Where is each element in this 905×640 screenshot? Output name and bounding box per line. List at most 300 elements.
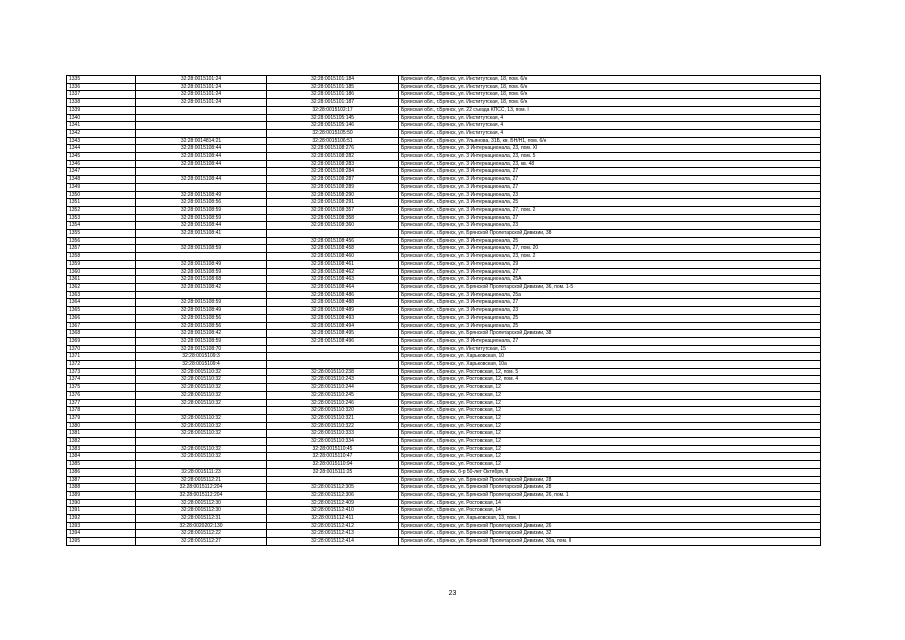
- row-number-cell: 1365: [67, 307, 136, 315]
- object-cadastral-number-cell: [267, 230, 399, 238]
- row-number-cell: 1389: [67, 491, 136, 499]
- object-cadastral-number-cell: 32:28:0015108:462: [267, 268, 399, 276]
- land-plot-cadastral-number-cell: 32:28:0015108:42: [136, 283, 267, 291]
- address-cell: Брянская обл., г.Брянск, ул. 3 Интернационала, 25: [399, 322, 821, 330]
- address-cell: Брянская обл., г.Брянск, ул. Ростовская, 12: [399, 399, 821, 407]
- address-cell: Брянская обл., г.Брянск, ул. Ростовская, 12: [399, 461, 821, 469]
- table-row: [67, 145, 821, 153]
- object-cadastral-number-cell: 32:28:0015110:321: [267, 414, 399, 422]
- land-plot-cadastral-number-cell: 32:28:0015108:41: [136, 230, 267, 238]
- address-cell: Брянская обл., г.Брянск, ул. Харьковская, 10а: [399, 361, 821, 369]
- row-number-cell: 1363: [67, 291, 136, 299]
- land-plot-cadastral-number-cell: 32:28:0015110:32: [136, 384, 267, 392]
- land-plot-cadastral-number-cell: 32:28:0015110:32: [136, 376, 267, 384]
- land-plot-cadastral-number-cell: [136, 114, 267, 122]
- object-cadastral-number-cell: 32:28:0015102:17: [267, 106, 399, 114]
- land-plot-cadastral-number-cell: [136, 253, 267, 261]
- address-cell: Брянская обл., г.Брянск, ул. Ростовская, 14: [399, 507, 821, 515]
- land-plot-cadastral-number-cell: [136, 237, 267, 245]
- table-row: [67, 384, 821, 392]
- object-cadastral-number-cell: [267, 476, 399, 484]
- row-number-cell: 1388: [67, 484, 136, 492]
- row-number-cell: 1361: [67, 276, 136, 284]
- table-row: [67, 507, 821, 515]
- address-cell: Брянская обл., г.Брянск, ул. 3 Интернационала, 25: [399, 237, 821, 245]
- row-number-cell: 1373: [67, 368, 136, 376]
- object-cadastral-number-cell: 32:28:0015110:45: [267, 445, 399, 453]
- land-plot-cadastral-number-cell: [136, 461, 267, 469]
- table-row: [67, 461, 821, 469]
- land-plot-cadastral-number-cell: 32:28:0015108:59: [136, 337, 267, 345]
- object-cadastral-number-cell: 32:28:0015108:287: [267, 176, 399, 184]
- land-plot-cadastral-number-cell: 32:28:0015112:27: [136, 538, 267, 546]
- address-cell: Брянская обл., г.Брянск, ул. Брянской Пролетарской Дивизии, 38: [399, 230, 821, 238]
- land-plot-cadastral-number-cell: 32:28:0015112:21: [136, 476, 267, 484]
- object-cadastral-number-cell: 32:28:0015105:50: [267, 129, 399, 137]
- table-row: [67, 283, 821, 291]
- address-cell: Брянская обл., г.Брянск, ул. 3 Интернационала, 27: [399, 268, 821, 276]
- address-cell: Брянская обл., г.Брянск, ул. 3 Интернационала, 27: [399, 176, 821, 184]
- table-row: [67, 330, 821, 338]
- land-plot-cadastral-number-cell: 32:28:0015108:49: [136, 307, 267, 315]
- object-cadastral-number-cell: 32:28:0015112:414: [267, 538, 399, 546]
- row-number-cell: 1374: [67, 376, 136, 384]
- table-row: [67, 538, 821, 546]
- land-plot-cadastral-number-cell: [136, 438, 267, 446]
- object-cadastral-number-cell: 32:28:0015108:486: [267, 291, 399, 299]
- land-plot-cadastral-number-cell: [136, 168, 267, 176]
- row-number-cell: 1380: [67, 422, 136, 430]
- document-page: [66, 75, 821, 546]
- object-cadastral-number-cell: 32:28:0015112:410: [267, 507, 399, 515]
- table-row: [67, 438, 821, 446]
- row-number-cell: 1358: [67, 253, 136, 261]
- row-number-cell: 1364: [67, 299, 136, 307]
- address-cell: Брянская обл., г.Брянск, ул. Брянской Пролетарской Дивизии, 36, пом. 1-5: [399, 283, 821, 291]
- row-number-cell: 1379: [67, 414, 136, 422]
- page-number: 23: [448, 590, 457, 597]
- row-number-cell: 1386: [67, 468, 136, 476]
- table-row: [67, 407, 821, 415]
- land-plot-cadastral-number-cell: 32:28:0015108:44: [136, 160, 267, 168]
- row-number-cell: 1371: [67, 353, 136, 361]
- row-number-cell: 1360: [67, 268, 136, 276]
- row-number-cell: 1395: [67, 538, 136, 546]
- land-plot-cadastral-number-cell: 32:28:0015108:70: [136, 345, 267, 353]
- address-cell: Брянская обл., г.Брянск, ул. Ростовская, 12: [399, 384, 821, 392]
- table-row: [67, 361, 821, 369]
- table-row: [67, 299, 821, 307]
- address-cell: Брянская обл., г.Брянск, б-р 50-лет Октября, 8: [399, 468, 821, 476]
- table-row: [67, 114, 821, 122]
- address-cell: Брянская обл., г.Брянск, ул. Ростовская, 12: [399, 414, 821, 422]
- land-plot-cadastral-number-cell: 32:28:0015108:59: [136, 299, 267, 307]
- table-row: [67, 129, 821, 137]
- row-number-cell: 1362: [67, 283, 136, 291]
- table-row: [67, 214, 821, 222]
- address-cell: Брянская обл., г.Брянск, ул. 3 Интернационала, 27: [399, 337, 821, 345]
- land-plot-cadastral-number-cell: 32:28:0015108:56: [136, 322, 267, 330]
- object-cadastral-number-cell: 32:28:0015108:276: [267, 145, 399, 153]
- row-number-cell: 1383: [67, 445, 136, 453]
- row-number-cell: 1366: [67, 314, 136, 322]
- object-cadastral-number-cell: 32:28:0015112:412: [267, 522, 399, 530]
- object-cadastral-number-cell: 32:28:0015108:488: [267, 299, 399, 307]
- object-cadastral-number-cell: 32:28:0015108:358: [267, 214, 399, 222]
- object-cadastral-number-cell: 32:28:0015105:146: [267, 122, 399, 130]
- land-plot-cadastral-number-cell: 32:28:0015108:56: [136, 314, 267, 322]
- address-cell: Брянская обл., г.Брянск, ул. 3 Интернационала, 23, пом. XI: [399, 145, 821, 153]
- land-plot-cadastral-number-cell: 32:28:0014814:21: [136, 137, 267, 145]
- registry-table: [66, 75, 821, 546]
- address-cell: Брянская обл., г.Брянск, ул. Институтская, 18, пом. 6/н: [399, 83, 821, 91]
- land-plot-cadastral-number-cell: 32:28:0015111:23: [136, 468, 267, 476]
- land-plot-cadastral-number-cell: 32:28:0015108:49: [136, 191, 267, 199]
- object-cadastral-number-cell: 32:28:0015112:413: [267, 530, 399, 538]
- row-number-cell: 1354: [67, 222, 136, 230]
- land-plot-cadastral-number-cell: 32:28:0015108:68: [136, 276, 267, 284]
- row-number-cell: 1372: [67, 361, 136, 369]
- object-cadastral-number-cell: 32:28:0015112:306: [267, 491, 399, 499]
- table-row: [67, 337, 821, 345]
- land-plot-cadastral-number-cell: 32:28:0015101:24: [136, 99, 267, 107]
- address-cell: Брянская обл., г.Брянск, ул. Ростовская, 12: [399, 430, 821, 438]
- address-cell: Брянская обл., г.Брянск, ул. Институтская, 4: [399, 129, 821, 137]
- object-cadastral-number-cell: 32:28:0015110:334: [267, 438, 399, 446]
- object-cadastral-number-cell: 32:28:0015110:322: [267, 422, 399, 430]
- address-cell: Брянская обл., г.Брянск, ул. Брянской Пролетарской Дивизии, 26, пом. 1: [399, 491, 821, 499]
- row-number-cell: 1344: [67, 145, 136, 153]
- object-cadastral-number-cell: 32:28:0015101:184: [267, 76, 399, 84]
- land-plot-cadastral-number-cell: 32:28:0015108:59: [136, 268, 267, 276]
- address-cell: Брянская обл., г.Брянск, ул. Институтская, 18, пом. 6/н: [399, 91, 821, 99]
- land-plot-cadastral-number-cell: 32:28:0015112:30: [136, 499, 267, 507]
- object-cadastral-number-cell: 32:28:0015108:463: [267, 276, 399, 284]
- address-cell: Брянская обл., г.Брянск, ул. 3 Интернационала, 23: [399, 191, 821, 199]
- row-number-cell: 1346: [67, 160, 136, 168]
- object-cadastral-number-cell: 32:28:0015108:283: [267, 160, 399, 168]
- row-number-cell: 1350: [67, 191, 136, 199]
- address-cell: Брянская обл., г.Брянск, ул. 3 Интернационала, 23, пом. 2: [399, 253, 821, 261]
- row-number-cell: 1342: [67, 129, 136, 137]
- table-row: [67, 191, 821, 199]
- object-cadastral-number-cell: 32:28:0015110:238: [267, 368, 399, 376]
- address-cell: Брянская обл., г.Брянск, ул. Брянской Пролетарской Дивизии, 30а, пом. II: [399, 538, 821, 546]
- object-cadastral-number-cell: 32:28:0015108:291: [267, 199, 399, 207]
- row-number-cell: 1340: [67, 114, 136, 122]
- table-row: [67, 445, 821, 453]
- table-row: [67, 260, 821, 268]
- address-cell: Брянская обл., г.Брянск, ул. Институтская, 4: [399, 122, 821, 130]
- row-number-cell: 1375: [67, 384, 136, 392]
- table-row: [67, 307, 821, 315]
- land-plot-cadastral-number-cell: 32:28:0015110:32: [136, 414, 267, 422]
- land-plot-cadastral-number-cell: 32:28:0015112:204: [136, 484, 267, 492]
- object-cadastral-number-cell: 32:28:0015110:47: [267, 453, 399, 461]
- row-number-cell: 1370: [67, 345, 136, 353]
- object-cadastral-number-cell: 32:28:0015108:357: [267, 206, 399, 214]
- land-plot-cadastral-number-cell: 32:28:0015112:30: [136, 507, 267, 515]
- row-number-cell: 1351: [67, 199, 136, 207]
- table-row: [67, 245, 821, 253]
- address-cell: Брянская обл., г.Брянск, ул. Ростовская, 14: [399, 499, 821, 507]
- address-cell: Брянская обл., г.Брянск, ул. 3 Интернационала, 25: [399, 199, 821, 207]
- table-row: [67, 91, 821, 99]
- land-plot-cadastral-number-cell: 32:28:0015101:24: [136, 83, 267, 91]
- row-number-cell: 1382: [67, 438, 136, 446]
- row-number-cell: 1353: [67, 214, 136, 222]
- address-cell: Брянская обл., г.Брянск, ул. 3 Интернационала, 23: [399, 307, 821, 315]
- table-row: [67, 199, 821, 207]
- address-cell: Брянская обл., г.Брянск, ул. 3 Интернационала, 25А: [399, 276, 821, 284]
- table-row: [67, 422, 821, 430]
- address-cell: Брянская обл., г.Брянск, ул. Ростовская, 12: [399, 391, 821, 399]
- land-plot-cadastral-number-cell: 32:28:0015108:59: [136, 206, 267, 214]
- table-row: [67, 476, 821, 484]
- object-cadastral-number-cell: 32:28:0015101:186: [267, 91, 399, 99]
- land-plot-cadastral-number-cell: [136, 291, 267, 299]
- address-cell: Брянская обл., г.Брянск, ул. Брянской Пролетарской Дивизии, 28: [399, 476, 821, 484]
- land-plot-cadastral-number-cell: 32:28:0015110:32: [136, 391, 267, 399]
- row-number-cell: 1349: [67, 183, 136, 191]
- table-row: [67, 484, 821, 492]
- address-cell: Брянская обл., г.Брянск, ул. Ростовская, 12: [399, 407, 821, 415]
- address-cell: Брянская обл., г.Брянск, ул. Ростовская, 12: [399, 453, 821, 461]
- object-cadastral-number-cell: 32:28:0015110:246: [267, 399, 399, 407]
- table-row: [67, 414, 821, 422]
- land-plot-cadastral-number-cell: 32:28:0015101:24: [136, 76, 267, 84]
- table-row: [67, 176, 821, 184]
- table-row: [67, 276, 821, 284]
- address-cell: Брянская обл., г.Брянск, ул. Ульянова, 31Б, кв. БН/Н1, пом. 6/н: [399, 137, 821, 145]
- land-plot-cadastral-number-cell: 32:28:0015108:44: [136, 145, 267, 153]
- object-cadastral-number-cell: 32:28:0015108:456: [267, 237, 399, 245]
- row-number-cell: 1368: [67, 330, 136, 338]
- land-plot-cadastral-number-cell: 32:28:0015108:44: [136, 222, 267, 230]
- object-cadastral-number-cell: [267, 361, 399, 369]
- object-cadastral-number-cell: 32:28:0015106:51: [267, 137, 399, 145]
- address-cell: Брянская обл., г.Брянск, ул. 3 Интернационала, 25а: [399, 291, 821, 299]
- address-cell: Брянская обл., г.Брянск, ул. Институтская, 18, пом. 6/н: [399, 76, 821, 84]
- object-cadastral-number-cell: 32:28:0015108:496: [267, 337, 399, 345]
- object-cadastral-number-cell: 32:28:0015108:494: [267, 322, 399, 330]
- table-row: [67, 345, 821, 353]
- table-row: [67, 322, 821, 330]
- object-cadastral-number-cell: 32:28:0015110:245: [267, 391, 399, 399]
- address-cell: Брянская обл., г.Брянск, ул. Харьковская, 13, пом. I: [399, 515, 821, 523]
- row-number-cell: 1387: [67, 476, 136, 484]
- land-plot-cadastral-number-cell: 32:28:0015108:59: [136, 214, 267, 222]
- land-plot-cadastral-number-cell: [136, 407, 267, 415]
- table-row: [67, 453, 821, 461]
- table-row: [67, 399, 821, 407]
- row-number-cell: 1392: [67, 515, 136, 523]
- table-row: [67, 376, 821, 384]
- land-plot-cadastral-number-cell: 32:28:0015110:32: [136, 399, 267, 407]
- land-plot-cadastral-number-cell: 32:28:0015110:32: [136, 368, 267, 376]
- address-cell: Брянская обл., г.Брянск, ул. Ростовская, 12, пом. 4: [399, 376, 821, 384]
- land-plot-cadastral-number-cell: 32:28:0015112:22: [136, 530, 267, 538]
- row-number-cell: 1343: [67, 137, 136, 145]
- row-number-cell: 1393: [67, 522, 136, 530]
- land-plot-cadastral-number-cell: 32:28:0020202:130: [136, 522, 267, 530]
- address-cell: Брянская обл., г.Брянск, ул. 3 Интернационала, 27, пом. 2: [399, 206, 821, 214]
- address-cell: Брянская обл., г.Брянск, ул. 3 Интернационала, 27: [399, 183, 821, 191]
- land-plot-cadastral-number-cell: [136, 183, 267, 191]
- land-plot-cadastral-number-cell: 32:28:0015110:32: [136, 445, 267, 453]
- table-row: [67, 391, 821, 399]
- land-plot-cadastral-number-cell: 32:28:0015109:3: [136, 353, 267, 361]
- object-cadastral-number-cell: 32:28:0015108:495: [267, 330, 399, 338]
- address-cell: Брянская обл., г.Брянск, ул. Ростовская, 12: [399, 422, 821, 430]
- object-cadastral-number-cell: 32:28:0015108:489: [267, 307, 399, 315]
- table-row: [67, 160, 821, 168]
- object-cadastral-number-cell: 32:28:0015101:185: [267, 83, 399, 91]
- object-cadastral-number-cell: 32:28:0015110:333: [267, 430, 399, 438]
- address-cell: Брянская обл., г.Брянск, ул. 3 Интернационала, 27, пом. 20: [399, 245, 821, 253]
- row-number-cell: 1356: [67, 237, 136, 245]
- object-cadastral-number-cell: 32:28:0015110:244: [267, 384, 399, 392]
- table-row: [67, 222, 821, 230]
- object-cadastral-number-cell: 32:28:0015108:282: [267, 153, 399, 161]
- row-number-cell: 1391: [67, 507, 136, 515]
- row-number-cell: 1348: [67, 176, 136, 184]
- table-row: [67, 206, 821, 214]
- address-cell: Брянская обл., г.Брянск, ул. 3 Интернационала, 27: [399, 299, 821, 307]
- object-cadastral-number-cell: 32:28:0015108:360: [267, 222, 399, 230]
- address-cell: Брянская обл., г.Брянск, ул. Ростовская, 12: [399, 445, 821, 453]
- object-cadastral-number-cell: 32:28:0015108:458: [267, 245, 399, 253]
- object-cadastral-number-cell: 32:28:0015108:493: [267, 314, 399, 322]
- land-plot-cadastral-number-cell: 32:28:0015108:49: [136, 260, 267, 268]
- table-row: [67, 106, 821, 114]
- table-row: [67, 468, 821, 476]
- address-cell: Брянская обл., г.Брянск, ул. Брянской Пролетарской Дивизии, 28: [399, 484, 821, 492]
- address-cell: Брянская обл., г.Брянск, ул. Брянской Пролетарской Дивизии, 38: [399, 330, 821, 338]
- land-plot-cadastral-number-cell: 32:28:0015108:42: [136, 330, 267, 338]
- row-number-cell: 1345: [67, 153, 136, 161]
- table-row: [67, 353, 821, 361]
- land-plot-cadastral-number-cell: 32:28:0015112:31: [136, 515, 267, 523]
- land-plot-cadastral-number-cell: 32:28:0015108:59: [136, 245, 267, 253]
- row-number-cell: 1359: [67, 260, 136, 268]
- row-number-cell: 1347: [67, 168, 136, 176]
- object-cadastral-number-cell: 32:28:0015108:289: [267, 183, 399, 191]
- table-row: [67, 491, 821, 499]
- object-cadastral-number-cell: 32:28:0015110:243: [267, 376, 399, 384]
- row-number-cell: 1367: [67, 322, 136, 330]
- object-cadastral-number-cell: 32:28:0015108:461: [267, 260, 399, 268]
- table-body: [67, 76, 821, 546]
- land-plot-cadastral-number-cell: 32:28:0015110:32: [136, 422, 267, 430]
- land-plot-cadastral-number-cell: 32:28:0015108:44: [136, 176, 267, 184]
- object-cadastral-number-cell: 32:28:0015105:145: [267, 114, 399, 122]
- address-cell: Брянская обл., г.Брянск, ул. Институтская, 15: [399, 345, 821, 353]
- land-plot-cadastral-number-cell: 32:28:0015101:24: [136, 91, 267, 99]
- address-cell: Брянская обл., г.Брянск, ул. 3 Интернационала, 27: [399, 168, 821, 176]
- object-cadastral-number-cell: 32:28:0015112:305: [267, 484, 399, 492]
- object-cadastral-number-cell: 32:28:0015108:290: [267, 191, 399, 199]
- row-number-cell: 1381: [67, 430, 136, 438]
- address-cell: Брянская обл., г.Брянск, ул. 3 Интернационала, 23: [399, 222, 821, 230]
- row-number-cell: 1384: [67, 453, 136, 461]
- land-plot-cadastral-number-cell: [136, 122, 267, 130]
- address-cell: Брянская обл., г.Брянск, ул. Институтская, 18, пом. 6/н: [399, 99, 821, 107]
- object-cadastral-number-cell: 32:28:0015101:187: [267, 99, 399, 107]
- object-cadastral-number-cell: 32:28:0015112:409: [267, 499, 399, 507]
- row-number-cell: 1339: [67, 106, 136, 114]
- land-plot-cadastral-number-cell: 32:28:0015108:44: [136, 153, 267, 161]
- row-number-cell: 1385: [67, 461, 136, 469]
- address-cell: Брянская обл., г.Брянск, ул. 22 съезда КПСС, 13, пом. I: [399, 106, 821, 114]
- table-row: [67, 522, 821, 530]
- table-row: [67, 99, 821, 107]
- table-row: [67, 253, 821, 261]
- table-row: [67, 137, 821, 145]
- object-cadastral-number-cell: 32:28:0015108:464: [267, 283, 399, 291]
- object-cadastral-number-cell: 32:28:0015110:320: [267, 407, 399, 415]
- land-plot-cadastral-number-cell: 32:28:0015110:32: [136, 430, 267, 438]
- table-row: [67, 430, 821, 438]
- object-cadastral-number-cell: 32:28:0015111:25: [267, 468, 399, 476]
- address-cell: Брянская обл., г.Брянск, ул. 3 Интернационала, 23, пом. 5: [399, 153, 821, 161]
- address-cell: Брянская обл., г.Брянск, ул. 3 Интернационала, 29: [399, 260, 821, 268]
- row-number-cell: 1341: [67, 122, 136, 130]
- row-number-cell: 1369: [67, 337, 136, 345]
- land-plot-cadastral-number-cell: 32:28:0015110:32: [136, 453, 267, 461]
- table-row: [67, 499, 821, 507]
- row-number-cell: 1335: [67, 76, 136, 84]
- row-number-cell: 1390: [67, 499, 136, 507]
- row-number-cell: 1336: [67, 83, 136, 91]
- table-row: [67, 122, 821, 130]
- land-plot-cadastral-number-cell: 32:28:0015108:56: [136, 199, 267, 207]
- table-row: [67, 291, 821, 299]
- address-cell: Брянская обл., г.Брянск, ул. Брянской Пролетарской Дивизии, 32: [399, 530, 821, 538]
- row-number-cell: 1355: [67, 230, 136, 238]
- table-row: [67, 153, 821, 161]
- row-number-cell: 1378: [67, 407, 136, 415]
- row-number-cell: 1376: [67, 391, 136, 399]
- object-cadastral-number-cell: [267, 345, 399, 353]
- table-row: [67, 515, 821, 523]
- address-cell: Брянская обл., г.Брянск, ул. Институтская, 4: [399, 114, 821, 122]
- row-number-cell: 1352: [67, 206, 136, 214]
- address-cell: Брянская обл., г.Брянск, ул. Харьковская, 10: [399, 353, 821, 361]
- row-number-cell: 1394: [67, 530, 136, 538]
- address-cell: Брянская обл., г.Брянск, ул. 3 Интернационала, 27: [399, 214, 821, 222]
- land-plot-cadastral-number-cell: 32:28:0015109:4: [136, 361, 267, 369]
- address-cell: Брянская обл., г.Брянск, ул. Ростовская, 12: [399, 438, 821, 446]
- address-cell: Брянская обл., г.Брянск, ул. 3 Интернационала, 25: [399, 314, 821, 322]
- object-cadastral-number-cell: 32:28:0015110:94: [267, 461, 399, 469]
- row-number-cell: 1377: [67, 399, 136, 407]
- table-row: [67, 83, 821, 91]
- object-cadastral-number-cell: 32:28:0015108:284: [267, 168, 399, 176]
- table-row: [67, 76, 821, 84]
- object-cadastral-number-cell: 32:28:0015108:460: [267, 253, 399, 261]
- object-cadastral-number-cell: 32:28:0015112:411: [267, 515, 399, 523]
- row-number-cell: 1337: [67, 91, 136, 99]
- land-plot-cadastral-number-cell: [136, 106, 267, 114]
- table-row: [67, 183, 821, 191]
- table-row: [67, 368, 821, 376]
- row-number-cell: 1338: [67, 99, 136, 107]
- land-plot-cadastral-number-cell: 32:28:0015112:204: [136, 491, 267, 499]
- address-cell: Брянская обл., г.Брянск, ул. Ростовская, 12, пом. 5: [399, 368, 821, 376]
- object-cadastral-number-cell: [267, 353, 399, 361]
- table-row: [67, 237, 821, 245]
